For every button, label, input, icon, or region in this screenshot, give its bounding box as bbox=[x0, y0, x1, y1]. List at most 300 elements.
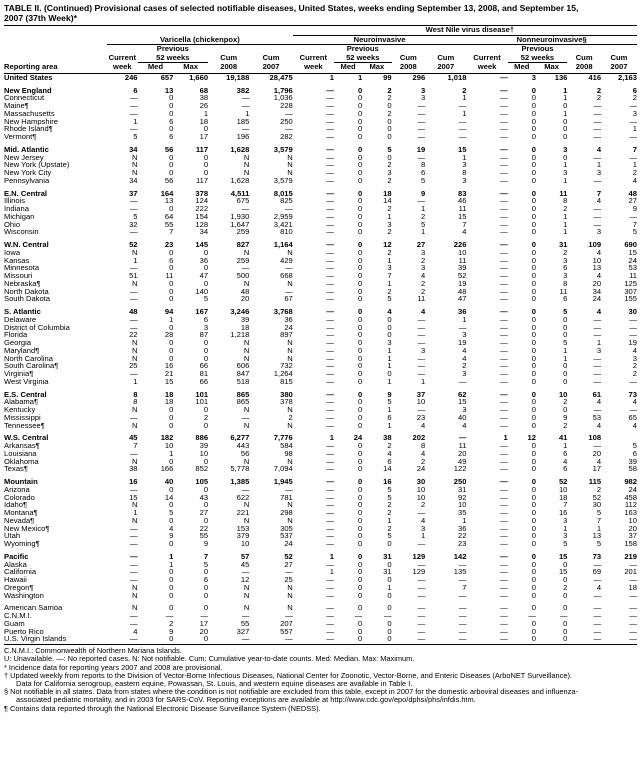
value-cell: 827 bbox=[236, 240, 250, 250]
value-cell: — bbox=[593, 603, 602, 613]
value-cell: 2,163 bbox=[617, 72, 637, 82]
value-cell: 19,188 bbox=[226, 72, 250, 82]
value-cell: — bbox=[285, 634, 293, 644]
value-cell: 5 bbox=[169, 508, 174, 518]
value-cell: — bbox=[129, 523, 138, 533]
value-cell: 0 bbox=[358, 500, 363, 510]
value-cell: 3 bbox=[387, 263, 392, 273]
value-cell: 298 bbox=[280, 508, 293, 518]
value-cell: 0 bbox=[531, 85, 536, 95]
value-cell: 105 bbox=[195, 477, 209, 487]
value-cell: 3 bbox=[462, 330, 467, 340]
value-cell: — bbox=[326, 240, 335, 250]
value-cell: — bbox=[326, 603, 335, 613]
value-cell: 115 bbox=[588, 477, 602, 487]
table-row bbox=[4, 118, 637, 126]
value-cell: 2 bbox=[387, 247, 392, 257]
bottom-rule bbox=[4, 644, 637, 645]
value-cell: 2 bbox=[387, 85, 392, 95]
value-cell: 4 bbox=[632, 397, 637, 407]
value-cell: — bbox=[500, 456, 508, 466]
value-cell: 16 bbox=[558, 508, 568, 518]
reporting-area-cell: S. Atlantic bbox=[4, 307, 41, 317]
value-cell: N bbox=[243, 456, 250, 466]
reporting-area-cell: Tennessee¶ bbox=[4, 420, 45, 430]
value-cell: 0 bbox=[387, 322, 392, 332]
value-cell: — bbox=[593, 405, 602, 415]
value-cell: — bbox=[500, 247, 508, 257]
value-cell: 0 bbox=[358, 286, 363, 296]
year-2007-label: 2007 bbox=[610, 62, 628, 72]
value-cell: N bbox=[287, 515, 293, 525]
footnote-line: * Incidence data for reporting years 2007 and 2008 are provisional. bbox=[4, 663, 223, 672]
value-cell: 13 bbox=[592, 531, 602, 541]
value-cell: — bbox=[500, 144, 508, 154]
value-cell: — bbox=[500, 420, 508, 430]
value-cell: 0 bbox=[531, 314, 536, 324]
value-cell: 0 bbox=[358, 515, 363, 525]
value-cell: 2 bbox=[462, 361, 467, 371]
value-cell: 153 bbox=[236, 523, 250, 533]
data-table bbox=[4, 74, 637, 643]
value-cell: 0 bbox=[203, 590, 209, 600]
value-cell: 2 bbox=[563, 204, 568, 214]
value-cell: 0 bbox=[169, 634, 174, 644]
value-cell: 145 bbox=[195, 240, 209, 250]
value-cell: 1 bbox=[563, 93, 568, 103]
value-cell: 0 bbox=[358, 369, 363, 379]
table-row bbox=[4, 205, 637, 213]
value-cell: — bbox=[500, 160, 508, 170]
value-cell: 378 bbox=[280, 397, 293, 407]
value-cell: 9 bbox=[169, 531, 174, 541]
value-cell: — bbox=[500, 539, 508, 549]
value-cell: 1 bbox=[563, 85, 568, 95]
value-cell: 1 bbox=[329, 551, 335, 561]
value-cell: 0 bbox=[169, 539, 174, 549]
value-cell: — bbox=[500, 484, 508, 494]
footnote-line: Data for California serogroup, eastern equine, Powassan, St. Louis, and western equine diseases are available in Table I. bbox=[16, 680, 413, 689]
value-cell: 0 bbox=[387, 626, 392, 636]
reporting-area-cell: Iowa bbox=[4, 247, 21, 257]
value-cell: 0 bbox=[358, 124, 363, 134]
value-cell: 982 bbox=[624, 477, 637, 487]
value-cell: 0 bbox=[358, 575, 363, 585]
value-cell: 6 bbox=[563, 448, 568, 458]
value-cell: — bbox=[593, 108, 602, 118]
value-cell: 1 bbox=[596, 523, 602, 533]
value-cell: 0 bbox=[531, 108, 536, 118]
value-cell: — bbox=[500, 93, 508, 103]
value-cell: 40 bbox=[458, 412, 467, 422]
value-cell: — bbox=[129, 286, 138, 296]
value-cell: 5 bbox=[133, 132, 138, 142]
table-row bbox=[4, 272, 637, 280]
value-cell: N bbox=[243, 582, 250, 592]
table-row bbox=[4, 458, 637, 466]
value-cell: 250 bbox=[280, 116, 293, 126]
value-cell: 0 bbox=[387, 132, 392, 142]
value-cell: — bbox=[326, 539, 335, 549]
value-cell: — bbox=[593, 314, 602, 324]
value-cell: 0 bbox=[563, 369, 568, 379]
table-row bbox=[4, 213, 637, 221]
value-cell: — bbox=[129, 539, 138, 549]
value-cell: 51 bbox=[129, 271, 138, 281]
value-cell: 1 bbox=[420, 204, 426, 214]
region-row bbox=[4, 146, 637, 154]
value-cell: 5 bbox=[420, 219, 426, 229]
value-cell: — bbox=[593, 101, 602, 111]
value-cell: 5 bbox=[563, 539, 568, 549]
value-cell: N bbox=[287, 603, 293, 613]
footnote-line: § Not notifiable in all states. Data from states where the condition is not notifiable are excluded from this table, except in 2007 for the domestic arboviral diseases and influenza- bbox=[4, 688, 578, 697]
reporting-area-cell: Virginia¶ bbox=[4, 369, 34, 379]
value-cell: 0 bbox=[387, 124, 392, 134]
value-cell: 22 bbox=[199, 523, 209, 533]
value-cell: — bbox=[593, 204, 602, 214]
value-cell: 52 bbox=[558, 477, 568, 487]
reporting-area-cell: Louisiana bbox=[4, 448, 37, 458]
value-cell: 8 bbox=[133, 397, 138, 407]
value-cell: 0 bbox=[563, 603, 568, 613]
value-cell: 4 bbox=[632, 420, 637, 430]
value-cell: 10 bbox=[164, 441, 174, 451]
value-cell: 1 bbox=[563, 108, 568, 118]
value-cell: 0 bbox=[531, 240, 536, 250]
value-cell: 10 bbox=[416, 492, 426, 502]
year-2008-label: 2008 bbox=[220, 62, 238, 72]
value-cell: 0 bbox=[531, 590, 536, 600]
value-cell: 0 bbox=[531, 575, 536, 585]
max-label: Max bbox=[544, 62, 559, 72]
value-cell: 3 bbox=[387, 338, 392, 348]
table-row bbox=[4, 576, 637, 584]
value-cell: — bbox=[593, 330, 602, 340]
value-cell: — bbox=[285, 484, 293, 494]
reporting-area-cell: Maine¶ bbox=[4, 101, 29, 111]
value-cell: 2 bbox=[387, 108, 392, 118]
value-cell: 164 bbox=[160, 188, 174, 198]
value-cell: 0 bbox=[169, 204, 174, 214]
value-cell: — bbox=[500, 405, 508, 415]
value-cell: — bbox=[417, 626, 426, 636]
value-cell: — bbox=[326, 345, 335, 355]
value-cell: — bbox=[458, 116, 467, 126]
value-cell: — bbox=[458, 559, 467, 569]
value-cell: 2 bbox=[420, 500, 426, 510]
value-cell: 1 bbox=[387, 278, 392, 288]
value-cell: 0 bbox=[358, 464, 363, 474]
value-cell: 250 bbox=[453, 477, 467, 487]
value-cell: 3 bbox=[420, 523, 426, 533]
value-cell: 0 bbox=[358, 227, 363, 237]
value-cell: N bbox=[287, 168, 293, 178]
value-cell: 259 bbox=[236, 227, 250, 237]
table-row bbox=[4, 331, 637, 339]
value-cell: 0 bbox=[531, 196, 536, 206]
value-cell: 0 bbox=[358, 263, 363, 273]
value-cell: — bbox=[593, 634, 602, 644]
value-cell: 0 bbox=[531, 397, 536, 407]
value-cell: — bbox=[629, 314, 637, 324]
value-cell: 1 bbox=[462, 93, 467, 103]
value-cell: 1 bbox=[632, 124, 637, 134]
value-cell: 7 bbox=[462, 582, 467, 592]
value-cell: 17 bbox=[199, 132, 209, 142]
year-2007-label: 2007 bbox=[437, 62, 455, 72]
table-row bbox=[4, 355, 637, 363]
value-cell: 4 bbox=[596, 456, 602, 466]
value-cell: N bbox=[132, 405, 138, 415]
value-cell: 0 bbox=[169, 575, 174, 585]
value-cell: — bbox=[500, 278, 508, 288]
value-cell: 5 bbox=[203, 559, 209, 569]
table-row bbox=[4, 133, 637, 141]
value-cell: 24 bbox=[353, 433, 363, 443]
value-cell: — bbox=[129, 108, 138, 118]
value-cell: 0 bbox=[531, 204, 536, 214]
value-cell: 3 bbox=[462, 175, 467, 185]
value-cell: 1 bbox=[563, 160, 568, 170]
value-cell: — bbox=[354, 611, 363, 621]
value-cell: — bbox=[500, 559, 508, 569]
value-cell: 61 bbox=[592, 389, 602, 399]
value-cell: 1 bbox=[462, 515, 467, 525]
value-cell: — bbox=[593, 152, 602, 162]
value-cell: 0 bbox=[358, 278, 363, 288]
value-cell: — bbox=[500, 369, 508, 379]
value-cell: 13 bbox=[164, 196, 174, 206]
value-cell: 124 bbox=[195, 196, 209, 206]
value-cell: 0 bbox=[169, 286, 174, 296]
footnote-line: † Updated weekly from reports to the Division of Vector-Borne Infectious Diseases, National Center for Zoonotic, Vector-Borne, and Enteric Diseases (ArboNET Surveillance). bbox=[4, 671, 572, 680]
table-row bbox=[4, 509, 637, 517]
table-row bbox=[4, 532, 637, 540]
value-cell: 865 bbox=[236, 397, 250, 407]
value-cell: 24 bbox=[628, 255, 637, 265]
value-cell: 41 bbox=[558, 433, 568, 443]
value-cell: 7 bbox=[462, 219, 467, 229]
table-row bbox=[4, 154, 637, 162]
value-cell: 9 bbox=[563, 412, 568, 422]
value-cell: 4 bbox=[387, 307, 392, 317]
value-cell: — bbox=[129, 101, 138, 111]
value-cell: 4 bbox=[387, 448, 392, 458]
value-cell: — bbox=[500, 227, 508, 237]
value-cell: 2 bbox=[387, 175, 392, 185]
value-cell: 9 bbox=[632, 204, 637, 214]
value-cell: — bbox=[326, 132, 335, 142]
reporting-area-cell: North Carolina bbox=[4, 353, 53, 363]
value-cell: 109 bbox=[588, 240, 602, 250]
value-cell: 34 bbox=[129, 144, 138, 154]
value-cell: 8 bbox=[462, 168, 467, 178]
value-cell: 0 bbox=[358, 376, 363, 386]
value-cell: 0 bbox=[203, 405, 209, 415]
value-cell: 0 bbox=[531, 294, 536, 304]
value-cell: 0 bbox=[358, 567, 363, 577]
value-cell: 10 bbox=[592, 255, 602, 265]
value-cell: 20 bbox=[592, 278, 602, 288]
value-cell: 0 bbox=[531, 420, 536, 430]
value-cell: 1 bbox=[387, 405, 392, 415]
value-cell: 4 bbox=[420, 271, 426, 281]
value-cell: — bbox=[326, 247, 335, 257]
value-cell: 15 bbox=[558, 551, 568, 561]
value-cell: 4 bbox=[596, 420, 602, 430]
value-cell: — bbox=[417, 116, 426, 126]
value-cell: 0 bbox=[531, 515, 536, 525]
value-cell: 0 bbox=[169, 603, 174, 613]
value-cell: 1 bbox=[387, 582, 392, 592]
value-cell: — bbox=[629, 322, 637, 332]
value-cell: 0 bbox=[169, 168, 174, 178]
value-cell: 92 bbox=[458, 492, 467, 502]
value-cell: — bbox=[326, 500, 335, 510]
value-cell: 557 bbox=[280, 626, 293, 636]
value-cell: 207 bbox=[280, 618, 293, 628]
value-cell: 0 bbox=[563, 124, 568, 134]
value-cell: — bbox=[593, 590, 602, 600]
value-cell: 9 bbox=[387, 389, 392, 399]
value-cell: 0 bbox=[169, 420, 174, 430]
value-cell: 0 bbox=[358, 412, 363, 422]
value-cell: — bbox=[629, 132, 637, 142]
value-cell: 732 bbox=[280, 361, 293, 371]
value-cell: — bbox=[559, 611, 568, 621]
value-cell: 6 bbox=[169, 116, 174, 126]
value-cell: — bbox=[593, 441, 602, 451]
value-cell: 0 bbox=[387, 559, 392, 569]
reporting-area-cell: C.N.M.I. bbox=[4, 611, 32, 621]
value-cell: — bbox=[500, 132, 508, 142]
value-cell: — bbox=[458, 575, 467, 585]
reporting-area-cell: Alaska bbox=[4, 559, 27, 569]
value-cell: 443 bbox=[236, 441, 250, 451]
value-cell: 0 bbox=[387, 101, 392, 111]
value-cell: 2 bbox=[387, 160, 392, 170]
value-cell: 23 bbox=[416, 412, 426, 422]
value-cell: — bbox=[593, 559, 602, 569]
value-cell: 4,511 bbox=[230, 188, 250, 198]
value-cell: — bbox=[326, 618, 335, 628]
value-cell: — bbox=[326, 255, 335, 265]
value-cell: — bbox=[500, 152, 508, 162]
reporting-area-cell: Michigan bbox=[4, 211, 35, 221]
table-row bbox=[4, 568, 637, 576]
value-cell: 27 bbox=[628, 196, 637, 206]
value-cell: 47 bbox=[199, 271, 209, 281]
value-cell: 56 bbox=[164, 144, 174, 154]
value-cell: 6 bbox=[420, 168, 426, 178]
value-cell: 34 bbox=[199, 227, 209, 237]
value-cell: 1,218 bbox=[230, 330, 250, 340]
value-cell: 56 bbox=[164, 175, 174, 185]
value-cell: — bbox=[500, 567, 508, 577]
value-cell: 101 bbox=[195, 397, 209, 407]
value-cell: 0 bbox=[531, 247, 536, 257]
value-cell: 1 bbox=[420, 376, 426, 386]
value-cell: — bbox=[500, 582, 508, 592]
value-cell: 5 bbox=[596, 539, 602, 549]
value-cell: N bbox=[243, 515, 250, 525]
value-cell: 0 bbox=[358, 361, 363, 371]
value-cell: 12 bbox=[527, 433, 536, 443]
value-cell: 3 bbox=[531, 72, 536, 82]
value-cell: 11 bbox=[458, 204, 467, 214]
value-cell: 0 bbox=[531, 618, 536, 628]
value-cell: 10 bbox=[416, 484, 426, 494]
value-cell: 27 bbox=[199, 508, 209, 518]
value-cell: 15 bbox=[164, 376, 174, 386]
reporting-area-cell: Wyoming¶ bbox=[4, 539, 40, 549]
reporting-area-cell: Illinois bbox=[4, 196, 26, 206]
value-cell: 0 bbox=[531, 124, 536, 134]
value-cell: 0 bbox=[358, 441, 363, 451]
value-cell: 3 bbox=[420, 93, 426, 103]
value-cell: 416 bbox=[588, 72, 602, 82]
value-cell: 0 bbox=[358, 116, 363, 126]
value-cell: — bbox=[129, 575, 138, 585]
value-cell: 1 bbox=[462, 152, 467, 162]
value-cell: — bbox=[500, 515, 508, 525]
value-cell: 2 bbox=[387, 500, 392, 510]
value-cell: 36 bbox=[284, 314, 293, 324]
value-cell: 3 bbox=[387, 219, 392, 229]
reporting-area-cell: Oregon¶ bbox=[4, 582, 34, 592]
value-cell: — bbox=[417, 338, 426, 348]
value-cell: — bbox=[417, 611, 426, 621]
table-row bbox=[4, 280, 637, 288]
value-cell: 135 bbox=[453, 567, 467, 577]
value-cell: 5 bbox=[420, 175, 426, 185]
value-cell: 3 bbox=[563, 255, 568, 265]
value-cell: 0 bbox=[203, 603, 209, 613]
value-cell: 1,385 bbox=[230, 477, 250, 487]
region-row bbox=[4, 478, 637, 486]
value-cell: 1 bbox=[245, 108, 250, 118]
value-cell: 1 bbox=[387, 515, 392, 525]
value-cell: 13 bbox=[164, 85, 174, 95]
value-cell: 4 bbox=[596, 271, 602, 281]
value-cell: 1 bbox=[563, 353, 568, 363]
value-cell: 2 bbox=[387, 286, 392, 296]
value-cell: — bbox=[326, 369, 335, 379]
value-cell: 6 bbox=[169, 132, 174, 142]
value-cell: — bbox=[417, 539, 426, 549]
value-cell: 0 bbox=[531, 101, 536, 111]
table-row bbox=[4, 295, 637, 303]
value-cell: 5 bbox=[596, 508, 602, 518]
value-cell: 8 bbox=[563, 278, 568, 288]
value-cell: 2 bbox=[563, 420, 568, 430]
value-cell: 0 bbox=[358, 196, 363, 206]
value-cell: — bbox=[200, 611, 209, 621]
table-row bbox=[4, 169, 637, 177]
value-cell: — bbox=[593, 376, 602, 386]
table-row bbox=[4, 486, 637, 494]
value-cell: 7 bbox=[563, 500, 568, 510]
value-cell: — bbox=[326, 263, 335, 273]
value-cell: 0 bbox=[563, 590, 568, 600]
value-cell: 1 bbox=[563, 227, 568, 237]
value-cell: 19 bbox=[628, 338, 637, 348]
value-cell: 31 bbox=[383, 567, 392, 577]
title-line-2: 2007 (37th Week)* bbox=[4, 13, 77, 23]
reporting-area-cell: Arizona bbox=[4, 484, 30, 494]
value-cell: 378 bbox=[195, 188, 209, 198]
